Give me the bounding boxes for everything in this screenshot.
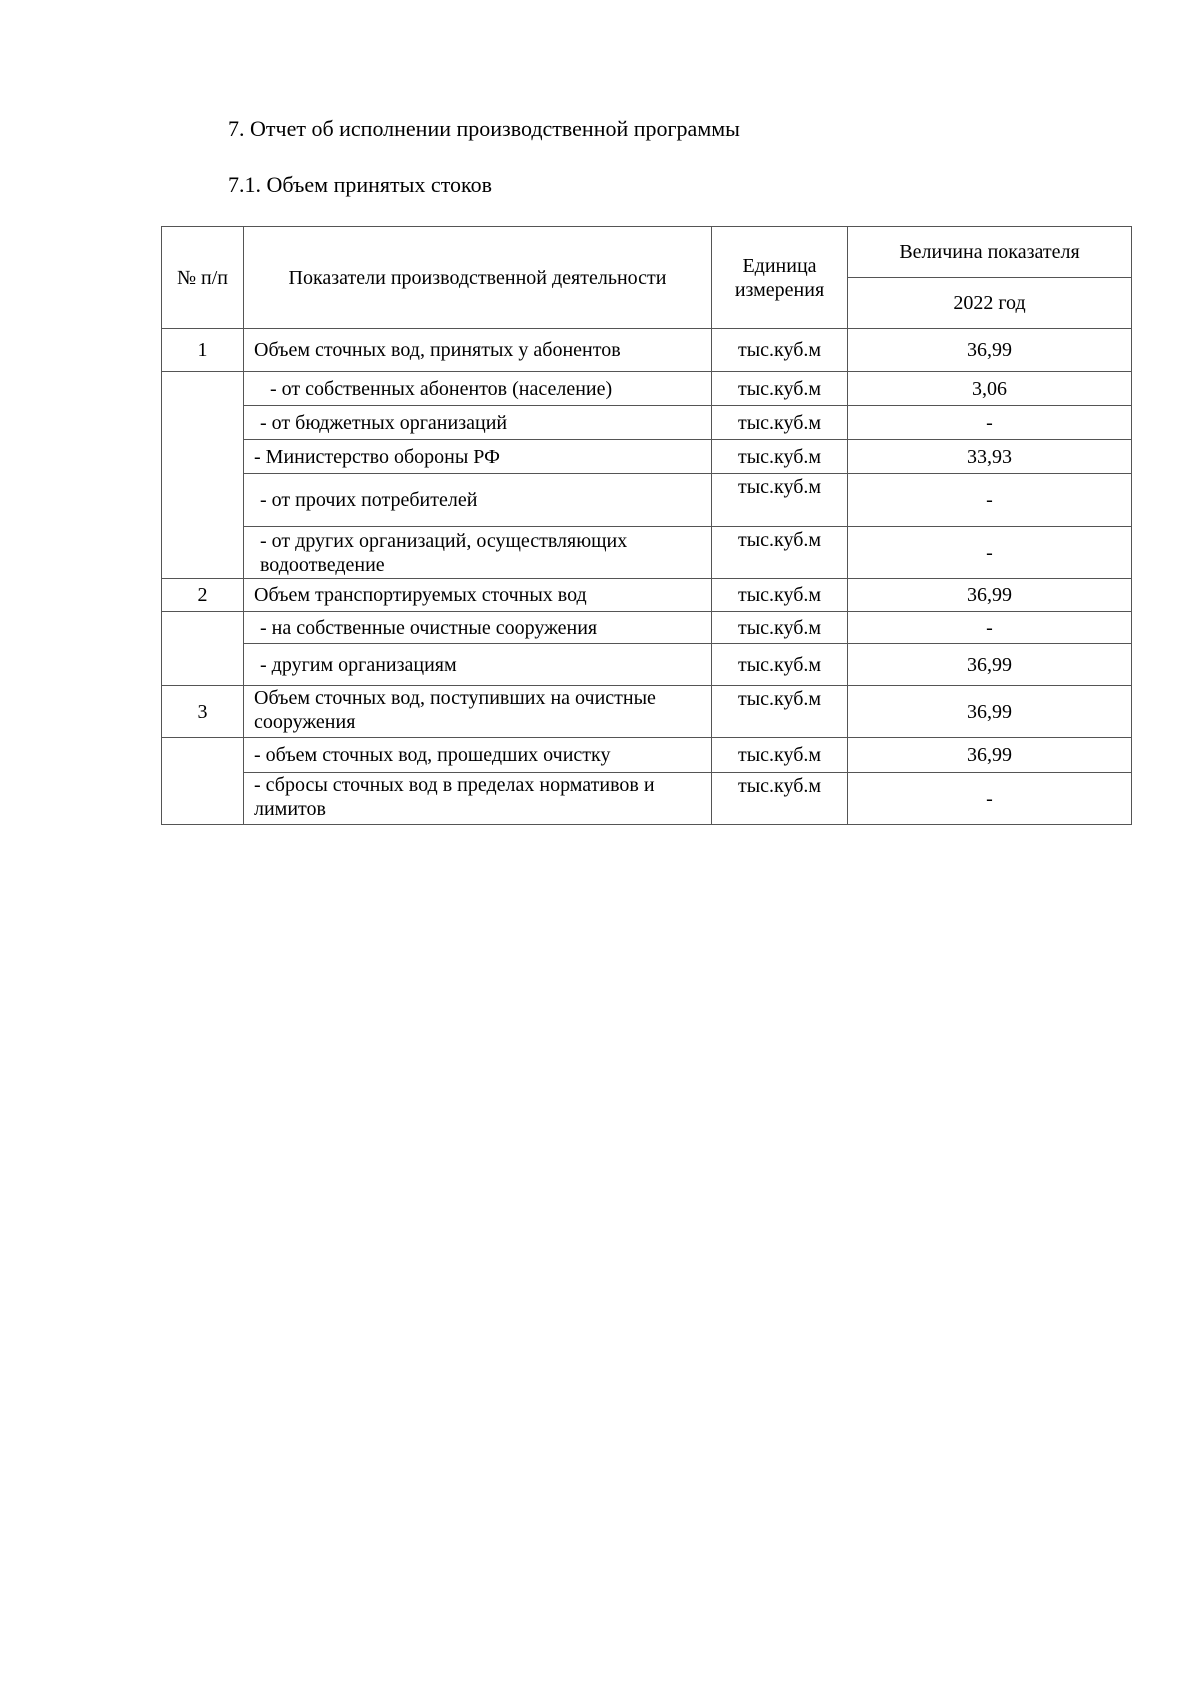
header-value: Величина показателя [848, 227, 1132, 278]
row-unit: тыс.куб.м [712, 329, 848, 372]
table-row [162, 372, 1132, 406]
row-indicator: - сбросы сточных вод в пределах нормативов и лимитов [244, 773, 712, 825]
table-row [162, 644, 1132, 686]
table-row [162, 527, 1132, 579]
row-unit: тыс.куб.м [712, 686, 848, 738]
table-row [162, 329, 1132, 372]
header-indicator: Показатели производственной деятельности [244, 227, 712, 329]
row-no-group-2 [162, 612, 244, 686]
row-indicator: Объем сточных вод, принятых у абонентов [244, 329, 712, 372]
row-value: - [848, 773, 1132, 825]
table-row [162, 406, 1132, 440]
table-row [162, 738, 1132, 773]
row-unit: тыс.куб.м [712, 440, 848, 474]
row-unit: тыс.куб.м [712, 579, 848, 612]
subsection-title: 7.1. Объем принятых стоков [228, 172, 492, 197]
table-row [162, 612, 1132, 644]
row-unit: тыс.куб.м [712, 773, 848, 825]
row-indicator: - другим организациям [244, 644, 712, 686]
table-row [162, 440, 1132, 474]
row-unit: тыс.куб.м [712, 527, 848, 579]
row-indicator: - Министерство обороны РФ [244, 440, 712, 474]
row-indicator: - от собственных абонентов (население) [244, 372, 712, 406]
row-no-group-1 [162, 372, 244, 579]
row-unit: тыс.куб.м [712, 406, 848, 440]
row-indicator: - на собственные очистные сооружения [244, 612, 712, 644]
row-value: 36,99 [848, 738, 1132, 773]
row-unit: тыс.куб.м [712, 612, 848, 644]
row-value: 36,99 [848, 686, 1132, 738]
header-unit: Единица измерения [712, 227, 848, 329]
row-value: - [848, 612, 1132, 644]
row-value: 36,99 [848, 579, 1132, 612]
row-indicator: - от прочих потребителей [244, 474, 712, 527]
row-indicator: Объем транспортируемых сточных вод [244, 579, 712, 612]
table-row [162, 773, 1132, 825]
row-no: 2 [162, 579, 244, 612]
row-unit: тыс.куб.м [712, 738, 848, 773]
row-value: 3,06 [848, 372, 1132, 406]
row-value: - [848, 474, 1132, 527]
row-value: 33,93 [848, 440, 1132, 474]
header-year: 2022 год [848, 278, 1132, 329]
table-row [162, 579, 1132, 612]
row-unit: тыс.куб.м [712, 372, 848, 406]
row-indicator: - объем сточных вод, прошедших очистку [244, 738, 712, 773]
row-indicator: - от других организаций, осуществляющих водоотведение [244, 527, 712, 579]
row-indicator: - от бюджетных организаций [244, 406, 712, 440]
row-unit: тыс.куб.м [712, 644, 848, 686]
row-value: 36,99 [848, 329, 1132, 372]
production-program-table [161, 226, 1132, 825]
row-value: - [848, 406, 1132, 440]
row-unit: тыс.куб.м [712, 474, 848, 527]
row-indicator: Объем сточных вод, поступивших на очистные сооружения [244, 686, 712, 738]
table-row [162, 474, 1132, 527]
row-no-group-3 [162, 738, 244, 825]
table-row [162, 686, 1132, 738]
header-no: № п/п [162, 227, 244, 329]
row-value: 36,99 [848, 644, 1132, 686]
row-value: - [848, 527, 1132, 579]
section-title: 7. Отчет об исполнении производственной программы [228, 116, 740, 141]
row-no: 1 [162, 329, 244, 372]
row-no: 3 [162, 686, 244, 738]
